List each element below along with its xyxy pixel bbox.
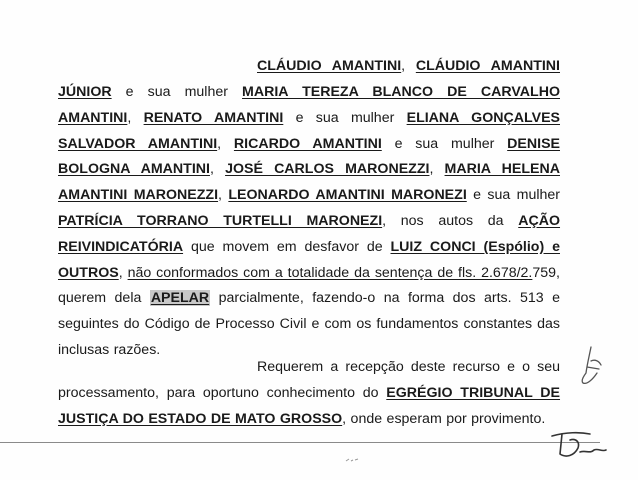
text-run: ,	[209, 161, 226, 178]
court-name: EGRÉGIO TRIBUNAL DE JUSTIÇA DO ESTADO DE MATO GROSSO	[58, 384, 561, 427]
appeal-keyword: APELAR	[150, 290, 210, 307]
petition-paragraph	[58, 54, 560, 364]
scan-speck-icon	[344, 455, 360, 465]
initials-mark-icon	[577, 343, 605, 395]
text-run: que movem em desfavor de	[183, 238, 391, 255]
text-run: parcialmente, fazendo-o na forma dos arts. 513 e seguintes do Código de Processo Civil e com os fundamentos constantes das inclusas razões.	[58, 290, 560, 358]
text-run: ,	[127, 109, 144, 126]
party-name: LEONARDO AMANTINI MARONEZI	[228, 187, 467, 204]
party-name: DENISE BOLOGNA AMANTINI	[58, 135, 560, 178]
text-run: 759, querem dela	[58, 264, 560, 307]
text-run: ,	[217, 135, 234, 152]
text-run: ,	[429, 161, 445, 178]
text-run: , onde esperam por provimento.	[342, 410, 546, 427]
party-name: CLÁUDIO AMANTINI	[257, 58, 402, 75]
text-run: e sua mulher	[111, 83, 243, 100]
party-name: JOSÉ CARLOS MARONEZZI	[225, 161, 430, 178]
text-run: ,	[401, 58, 416, 75]
text-run: e sua mulher	[283, 109, 407, 126]
request-paragraph	[58, 355, 560, 432]
party-name: ELIANA GONÇALVES SALVADOR AMANTINI	[58, 109, 560, 152]
text-run: , nos autos da	[382, 212, 519, 229]
party-name: MARIA HELENA AMANTINI MARONEZZI	[58, 161, 560, 204]
sentence-reference: não conformados com a totalidade da sentença de fls. 2.678/2.	[127, 264, 533, 281]
party-name: PATRÍCIA TORRANO TURTELLI MARONEZI	[58, 212, 383, 229]
text-run: e sua mulher	[381, 135, 508, 152]
text-run: e sua mulher	[466, 187, 560, 204]
text-run: Requerem a recepção deste recurso e o seu processamento, para oportuno conhecimento do	[58, 359, 560, 401]
defendant-name: LUIZ CONCI (Espólio) e OUTROS	[58, 238, 560, 281]
signature-mark-icon	[546, 428, 612, 464]
page-footer-rule	[0, 442, 600, 443]
text-run: ,	[118, 264, 128, 281]
party-name: CLÁUDIO AMANTINI JÚNIOR	[58, 58, 560, 100]
party-name: RICARDO AMANTINI	[233, 135, 382, 152]
action-title: AÇÃO REIVINDICATÓRIA	[58, 212, 561, 255]
text-run: ,	[218, 187, 229, 204]
party-name: MARIA TEREZA BLANCO DE CARVALHO AMANTINI	[58, 83, 560, 126]
party-name: RENATO AMANTINI	[143, 109, 284, 126]
